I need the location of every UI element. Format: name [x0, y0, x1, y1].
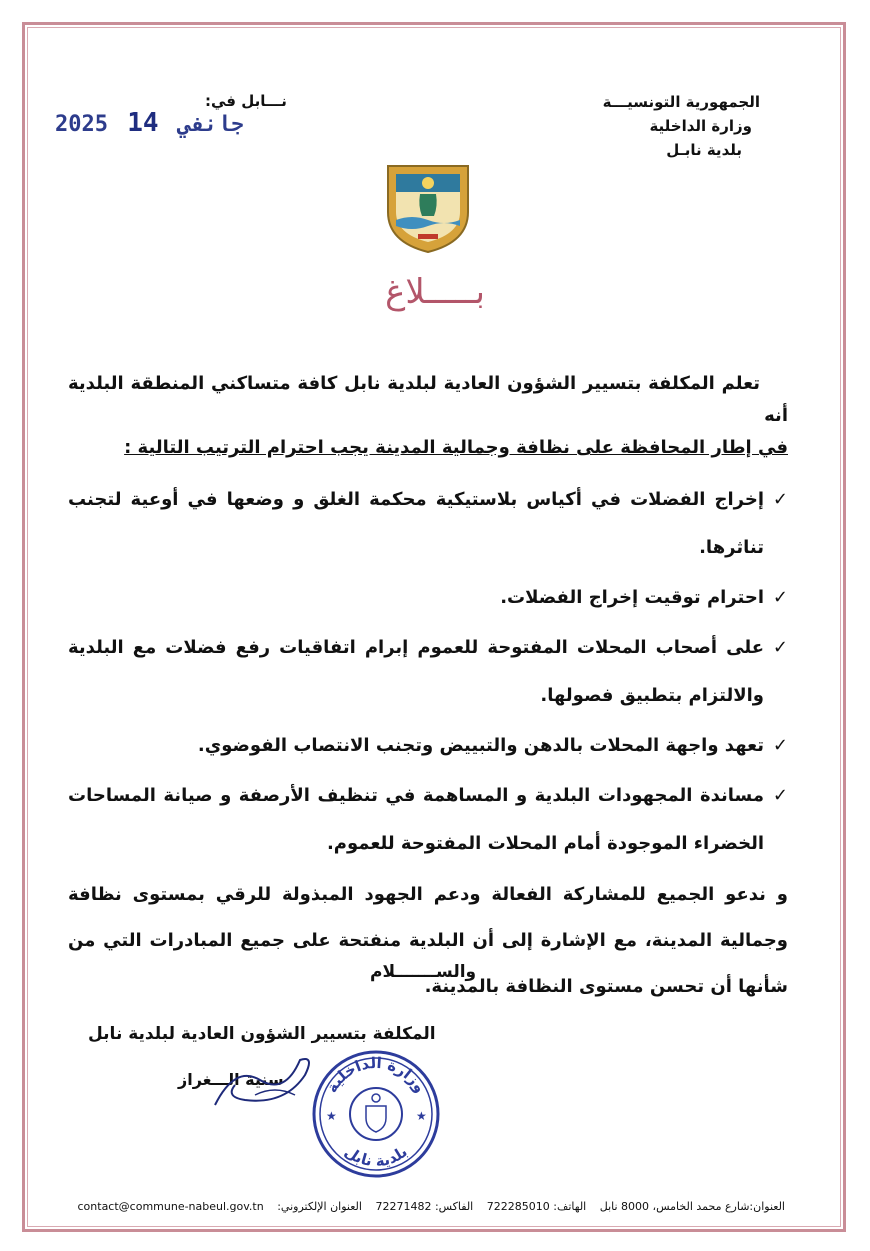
- salutation: والســـــــلام: [370, 962, 477, 982]
- handwritten-signature: [205, 1045, 325, 1120]
- intro-subtitle: في إطار المحافظة على نظافة وجمالية المدينة يجب احترام الترتيب التالية :: [124, 437, 788, 458]
- list-item: ✓ إخراج الفضلات في أكياس بلاستيكية محكمة الغلق و وضعها في أوعية لتجنب تناثرها.: [68, 476, 788, 572]
- letterhead: [603, 90, 760, 162]
- svg-text:وزارة الداخلية: [323, 1054, 430, 1096]
- rules-list: [68, 476, 788, 868]
- municipality-crest-icon: [382, 162, 474, 254]
- footer-contact: [77, 1200, 785, 1213]
- letterhead-ministry: وزارة الداخلية: [649, 117, 752, 135]
- checkmark-icon: ✓: [772, 735, 788, 756]
- closing-paragraph: و ندعو الجميع للمشاركة الفعالة ودعم الجهود المبذولة للرقي بمستوى نظافة وجمالية المدينة، مع الإشارة إلى أن البلدية منفتحة على جميع المبادرات التي من شأنها أن تحسن مستوى النظافة بالمدينة.: [68, 884, 788, 997]
- checkmark-icon: ✓: [772, 587, 788, 608]
- footer-address: العنوان:شارع محمد الخامس، 8000 نابل: [599, 1200, 785, 1213]
- date-year: 2025: [55, 112, 108, 137]
- svg-text:بلدية نابل: [341, 1142, 411, 1170]
- letterhead-republic: الجمهورية التونسيـــة: [602, 93, 760, 111]
- checkmark-icon: ✓: [772, 637, 788, 658]
- date-month: جانفي: [177, 112, 245, 137]
- notice-body: [68, 368, 788, 1010]
- list-item: ✓ على أصحاب المحلات المفتوحة للعموم إبرام اتفاقيات رفع فضلات مع البلدية والالتزام بتطبيق فصولها.: [68, 624, 788, 720]
- signatory-title: المكلفة بتسيير الشؤون العادية لبلدية نابل: [88, 1024, 436, 1044]
- official-seal-icon: [310, 1048, 442, 1180]
- list-item: ✓ تعهد واجهة المحلات بالدهن والتبييض وتجنب الانتصاب الفوضوي.: [68, 722, 788, 770]
- footer-email-label: العنوان الإلكتروني:: [277, 1200, 362, 1213]
- list-item: ✓ مساندة المجهودات البلدية و المساهمة في تنظيف الأرصفة و صيانة المساحات الخضراء الموجودة أمام المحلات المفتوحة للعموم.: [68, 772, 788, 868]
- letterhead-municipality: بلدية نابـل: [666, 141, 742, 159]
- footer-phone: الهاتف: 722285010: [486, 1200, 587, 1213]
- checkmark-icon: ✓: [772, 785, 788, 806]
- seal-top-text: وزارة الداخلية: [322, 1053, 430, 1096]
- seal-bottom-text: بلدية نابل: [341, 1142, 411, 1171]
- footer-email: contact@commune-nabeul.gov.tn: [77, 1200, 264, 1213]
- date-label: نـــابل في:: [205, 92, 287, 110]
- date-stamp: [55, 108, 244, 138]
- svg-text:★: ★: [326, 1109, 337, 1123]
- signatory-name: سنية الـــغراز: [178, 1070, 284, 1089]
- footer-fax: الفاكس: 72271482: [375, 1200, 474, 1213]
- svg-text:★: ★: [416, 1109, 427, 1123]
- notice-title: بـــــلاغ: [385, 272, 485, 312]
- date-day: 14: [127, 108, 159, 138]
- intro-paragraph: تعلم المكلفة بتسيير الشؤون العادية لبلدية نابل كافة متساكني المنطقة البلدية أنه: [68, 373, 788, 426]
- list-item: ✓ احترام توقيت إخراج الفضلات.: [68, 574, 788, 622]
- checkmark-icon: ✓: [772, 489, 788, 510]
